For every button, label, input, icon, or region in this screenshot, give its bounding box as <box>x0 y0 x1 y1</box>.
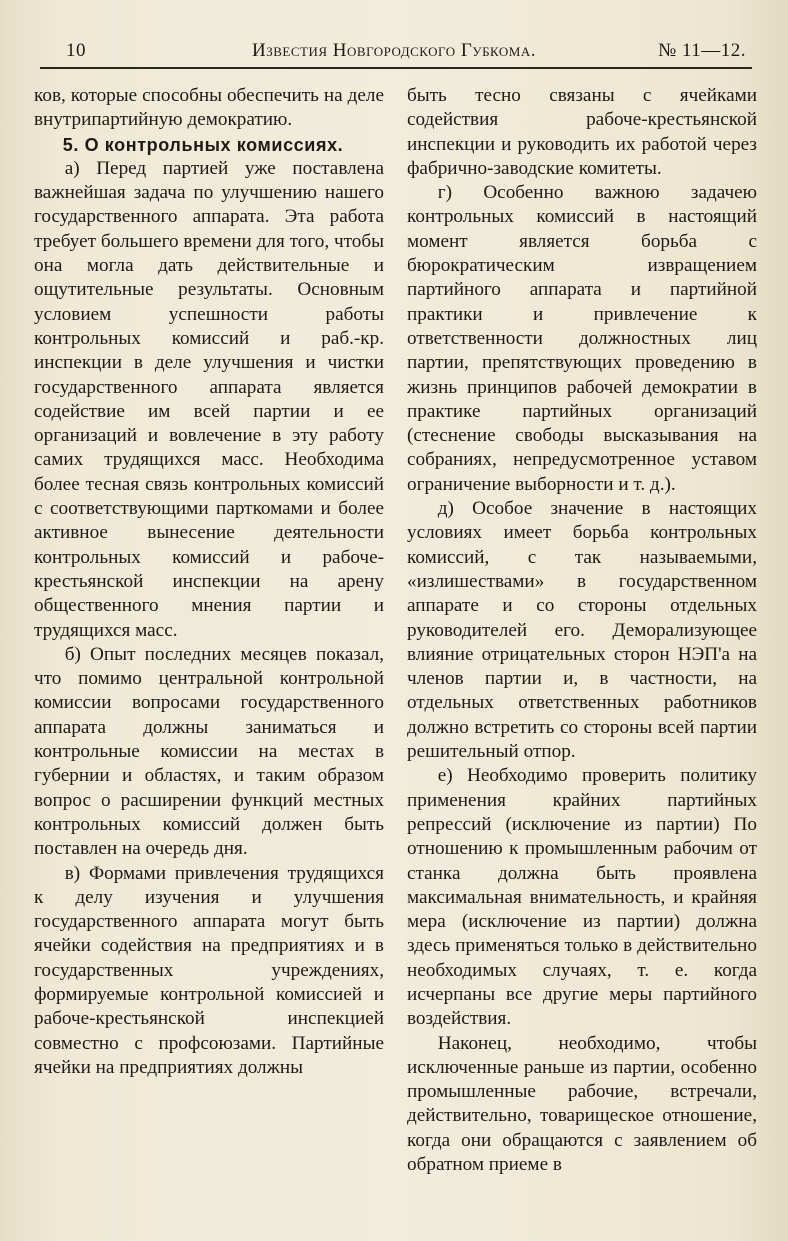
page-number: 10 <box>66 40 86 61</box>
left-continuation-paragraph: ков, которые способны обеспечить на деле внутрипартийную демократию. <box>34 85 384 131</box>
paragraph-final: Наконец, необходимо, чтобы исключенные раньше из партии, особенно промышленные рабочие, встречали, действительно, товарищеское отношение, когда они обращаются с заявлением об обратном приеме в <box>407 1032 757 1176</box>
paragraph-b: б) Опыт последних месяцев показал, что помимо центральной контрольной комиссии вопросами государственного аппарата должны заниматься и контрольные комиссии на местах в губернии и областях, и таким образом вопрос о расширении функций местных контрольных комиссий должен быть поставлен на очередь дня. <box>34 643 384 860</box>
right-column <box>407 84 757 1177</box>
left-column <box>34 84 384 1080</box>
journal-title: Известия Новгородского Губкома. <box>252 40 536 61</box>
section-heading: 5. О контрольных комиссиях. <box>62 134 344 155</box>
paragraph-e: е) Необходимо проверить политику применения крайних партийных репрессий (исключение из партии) По отношению к промышленным рабочим от станка должна быть проявлена максимальная внимательность, и крайняя мера (исключение из партии) должна здесь применяться только в действительно необходимых случаях, т. е. когда исчерпаны все другие меры партийного воздействия. <box>407 765 757 1030</box>
running-header <box>40 38 748 68</box>
paragraph-a: а) Перед партией уже поставлена важнейшая задача по улучшению нашего государственного аппарата. Эта работа требует большего времени для того, чтобы она могла дать действительные и ощутительные результаты. Основным условием успешности работы контрольных комиссий и раб.-кр. инспекции в деле улучшения и чистки государственного аппарата является содействие им всей партии и ее организаций и вовлечение в эту работу самих трудящихся масс. Необходима более тесная связь контрольных комиссий с соответствующими парткомами и более активное вынесение деятельности контрольных комиссий и рабоче-крестьянской инспекции на арену общественного мнения партии и трудящихся масс. <box>34 157 384 641</box>
paragraph-v: в) Формами привлечения трудящихся к делу изучения и улучшения государственного аппарата могут быть ячейки содействия на предприятиях и в государственных учреждениях, формируемые контрольной комиссией и рабоче-крестьянской инспекцией совместно с профсоюзами. Партийные ячейки на предприятиях должны <box>34 862 384 1078</box>
paragraph-d: д) Особое значение в настоящих условиях имеет борьба контрольных комиссий, с так называемыми, «излишествами» в государственном аппарате и со стороны отдельных руководителей его. Деморализующее влияние отрицательных сторон НЭП'а на членов партии и, в частности, на отдельных ответственных работников должно встретить со стороны всей партии решительный отпор. <box>407 498 757 763</box>
paragraph-g: г) Особенно важною задачею контрольных комиссий в настоящий момент является борьба с бюрократическим извращением партийного аппарата и партийной практики и привлечение к ответственности должностных лиц партии, препятствующих проведению в жизнь принципов рабочей демократии в практике партийных организаций (стеснение свободы высказывания на собраниях, непредусмотренное уставом ограничение выборности и т. д.). <box>407 182 757 495</box>
right-continuation-paragraph: быть тесно связаны с ячейками содействия рабоче-крестьянской инспекции и руководить их работой через фабрично-заводские комитеты. <box>407 85 757 179</box>
header-rule <box>40 67 752 69</box>
issue-number: № 11—12. <box>658 40 746 61</box>
